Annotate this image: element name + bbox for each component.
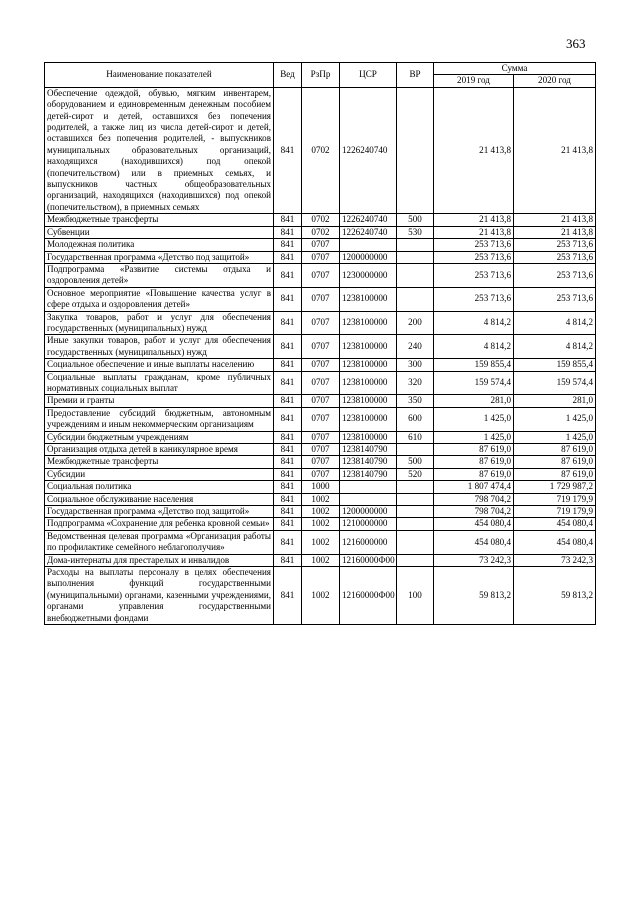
row-vr-cell: 600 [397, 407, 434, 431]
row-ved-cell: 841 [274, 456, 302, 468]
header-vr: ВР [397, 63, 434, 88]
row-2020-cell: 1 425,0 [514, 407, 596, 431]
row-name-cell: Расходы на выплаты персоналу в целях обеспечения выполнения функций государственными (муниципальными) органами, казенными учреждениями, органами управления государственными внебюджетными фондами [45, 567, 274, 625]
row-csr-cell [340, 481, 397, 493]
row-2020-cell: 719 179,9 [514, 506, 596, 518]
header-sum: Сумма [434, 63, 596, 75]
row-rzpr-cell: 0702 [302, 87, 340, 213]
row-vr-cell: 520 [397, 468, 434, 480]
row-ved-cell: 841 [274, 493, 302, 505]
row-2020-cell: 1 425,0 [514, 431, 596, 443]
header-2020: 2020 год [514, 75, 596, 87]
row-2020-cell: 281,0 [514, 395, 596, 407]
row-csr-cell: 1238140790 [340, 444, 397, 456]
row-csr-cell: 1238100000 [340, 371, 397, 395]
table-row [45, 263, 596, 287]
row-name-cell: Обеспечение одеждой, обувью, мягким инвентарем, оборудованием и единовременным денежным пособием детей-сирот и детей, оставшихся без попечения родителей, а также лиц из числа детей-сирот и детей, оставшихся без попечения родителей, - выпускников муниципальных образовательных организаций, находящихся (находившихся) под опекой (попечительством) или в приемных семьях, и выпускников частных общеобразовательных организаций, находящихся (находившихся) под опекой (попечительством), в приемных семьях [45, 87, 274, 213]
row-2019-cell: 21 413,8 [434, 87, 514, 213]
row-2020-cell: 159 574,4 [514, 371, 596, 395]
row-2019-cell: 4 814,2 [434, 311, 514, 335]
budget-table [44, 62, 596, 625]
row-rzpr-cell: 1002 [302, 554, 340, 566]
row-csr-cell: 1238140790 [340, 456, 397, 468]
row-name-cell: Межбюджетные трансферты [45, 456, 274, 468]
table-row [45, 287, 596, 311]
row-vr-cell [397, 251, 434, 263]
row-vr-cell: 500 [397, 214, 434, 226]
row-vr-cell: 200 [397, 311, 434, 335]
row-ved-cell: 841 [274, 214, 302, 226]
table-row [45, 456, 596, 468]
table-row [45, 518, 596, 530]
row-vr-cell [397, 530, 434, 554]
table-row [45, 444, 596, 456]
row-csr-cell: 1238100000 [340, 395, 397, 407]
row-rzpr-cell: 1002 [302, 530, 340, 554]
header-csr: ЦСР [340, 63, 397, 88]
row-ved-cell: 841 [274, 335, 302, 359]
row-name-cell: Предоставление субсидий бюджетным, автономным учреждениям и иным некоммерческим организациям [45, 407, 274, 431]
row-rzpr-cell: 0707 [302, 371, 340, 395]
row-rzpr-cell: 0707 [302, 395, 340, 407]
row-2019-cell: 73 242,3 [434, 554, 514, 566]
row-rzpr-cell: 0707 [302, 251, 340, 263]
row-ved-cell: 841 [274, 506, 302, 518]
page-number: 363 [566, 36, 586, 51]
row-name-cell: Подпрограмма «Сохранение для ребенка кровной семьи» [45, 518, 274, 530]
table-row [45, 554, 596, 566]
row-ved-cell: 841 [274, 530, 302, 554]
row-2019-cell: 87 619,0 [434, 456, 514, 468]
row-csr-cell: 1216000000 [340, 530, 397, 554]
row-name-cell: Ведомственная целевая программа «Организация работы по профилактике семейного неблагополучия» [45, 530, 274, 554]
row-vr-cell [397, 444, 434, 456]
row-csr-cell [340, 493, 397, 505]
row-name-cell: Подпрограмма «Развитие системы отдыха и оздоровления детей» [45, 263, 274, 287]
row-2019-cell: 798 704,2 [434, 506, 514, 518]
row-csr-cell: 1238100000 [340, 311, 397, 335]
header-rzpr: РзПр [302, 63, 340, 88]
row-2019-cell: 87 619,0 [434, 468, 514, 480]
row-name-cell: Субсидии [45, 468, 274, 480]
row-2020-cell: 4 814,2 [514, 311, 596, 335]
row-rzpr-cell: 1002 [302, 518, 340, 530]
row-2020-cell: 253 713,6 [514, 263, 596, 287]
row-2019-cell: 253 713,6 [434, 263, 514, 287]
row-vr-cell: 350 [397, 395, 434, 407]
row-rzpr-cell: 0702 [302, 214, 340, 226]
row-name-cell: Субвенции [45, 226, 274, 238]
row-vr-cell [397, 506, 434, 518]
row-rzpr-cell: 0707 [302, 239, 340, 251]
row-name-cell: Основное мероприятие «Повышение качества услуг в сфере отдыха и оздоровления детей» [45, 287, 274, 311]
row-2020-cell: 87 619,0 [514, 468, 596, 480]
row-rzpr-cell: 0707 [302, 335, 340, 359]
row-ved-cell: 841 [274, 554, 302, 566]
row-2019-cell: 4 814,2 [434, 335, 514, 359]
table-row [45, 214, 596, 226]
row-2019-cell: 454 080,4 [434, 530, 514, 554]
row-2020-cell: 21 413,8 [514, 87, 596, 213]
row-ved-cell: 841 [274, 395, 302, 407]
row-rzpr-cell: 1002 [302, 506, 340, 518]
row-vr-cell [397, 518, 434, 530]
row-2019-cell: 159 574,4 [434, 371, 514, 395]
table-row [45, 530, 596, 554]
row-name-cell: Закупка товаров, работ и услуг для обеспечения государственных (муниципальных) нужд [45, 311, 274, 335]
table-row [45, 493, 596, 505]
row-name-cell: Премии и гранты [45, 395, 274, 407]
row-2019-cell: 1 425,0 [434, 431, 514, 443]
row-2019-cell: 454 080,4 [434, 518, 514, 530]
header-row [45, 63, 596, 75]
row-ved-cell: 841 [274, 359, 302, 371]
row-name-cell: Социальное обслуживание населения [45, 493, 274, 505]
row-rzpr-cell: 0707 [302, 287, 340, 311]
row-name-cell: Социальные выплаты гражданам, кроме публичных нормативных социальных выплат [45, 371, 274, 395]
row-ved-cell: 841 [274, 311, 302, 335]
row-csr-cell: 1226240740 [340, 226, 397, 238]
row-vr-cell [397, 554, 434, 566]
row-vr-cell: 300 [397, 359, 434, 371]
row-2019-cell: 253 713,6 [434, 239, 514, 251]
row-name-cell: Дома-интернаты для престарелых и инвалидов [45, 554, 274, 566]
row-rzpr-cell: 0707 [302, 431, 340, 443]
header-name: Наименование показателей [45, 63, 274, 88]
row-vr-cell: 610 [397, 431, 434, 443]
row-ved-cell: 841 [274, 226, 302, 238]
row-ved-cell: 841 [274, 468, 302, 480]
row-vr-cell [397, 263, 434, 287]
row-name-cell: Молодежная политика [45, 239, 274, 251]
row-ved-cell: 841 [274, 407, 302, 431]
row-vr-cell: 500 [397, 456, 434, 468]
row-2020-cell: 159 855,4 [514, 359, 596, 371]
row-name-cell: Иные закупки товаров, работ и услуг для обеспечения государственных (муниципальных) нужд [45, 335, 274, 359]
row-2020-cell: 253 713,6 [514, 251, 596, 263]
row-2020-cell: 87 619,0 [514, 444, 596, 456]
row-ved-cell: 841 [274, 87, 302, 213]
row-ved-cell: 841 [274, 239, 302, 251]
row-name-cell: Субсидии бюджетным учреждениям [45, 431, 274, 443]
row-csr-cell: 1226240740 [340, 214, 397, 226]
row-2019-cell: 21 413,8 [434, 214, 514, 226]
row-csr-cell: 1200000000 [340, 506, 397, 518]
table-row [45, 506, 596, 518]
table-row [45, 335, 596, 359]
row-rzpr-cell: 0707 [302, 311, 340, 335]
table-row [45, 87, 596, 213]
row-rzpr-cell: 0707 [302, 407, 340, 431]
row-ved-cell: 841 [274, 567, 302, 625]
row-name-cell: Государственная программа «Детство под защитой» [45, 506, 274, 518]
row-vr-cell: 100 [397, 567, 434, 625]
row-csr-cell: 1238100000 [340, 431, 397, 443]
table-row [45, 407, 596, 431]
row-name-cell: Межбюджетные трансферты [45, 214, 274, 226]
row-rzpr-cell: 0707 [302, 468, 340, 480]
row-2019-cell: 1 807 474,4 [434, 481, 514, 493]
row-2020-cell: 59 813,2 [514, 567, 596, 625]
row-2020-cell: 21 413,8 [514, 214, 596, 226]
row-csr-cell: 1200000000 [340, 251, 397, 263]
table-row [45, 359, 596, 371]
row-2020-cell: 253 713,6 [514, 239, 596, 251]
row-vr-cell [397, 287, 434, 311]
row-csr-cell: 1238100000 [340, 287, 397, 311]
table-row [45, 431, 596, 443]
row-name-cell: Социальное обеспечение и иные выплаты населению [45, 359, 274, 371]
row-2019-cell: 1 425,0 [434, 407, 514, 431]
table-row [45, 226, 596, 238]
row-rzpr-cell: 1002 [302, 493, 340, 505]
row-2020-cell: 4 814,2 [514, 335, 596, 359]
row-rzpr-cell: 0707 [302, 263, 340, 287]
row-csr-cell [340, 239, 397, 251]
row-2019-cell: 253 713,6 [434, 251, 514, 263]
row-name-cell: Организация отдыха детей в каникулярное время [45, 444, 274, 456]
row-2020-cell: 21 413,8 [514, 226, 596, 238]
table-row [45, 481, 596, 493]
row-ved-cell: 841 [274, 251, 302, 263]
row-csr-cell: 1238100000 [340, 359, 397, 371]
row-rzpr-cell: 0707 [302, 456, 340, 468]
row-vr-cell [397, 481, 434, 493]
row-2019-cell: 59 813,2 [434, 567, 514, 625]
table-row [45, 567, 596, 625]
row-csr-cell: 12160000Ф00 [340, 554, 397, 566]
table-row [45, 468, 596, 480]
header-2019: 2019 год [434, 75, 514, 87]
row-2020-cell: 719 179,9 [514, 493, 596, 505]
row-rzpr-cell: 1002 [302, 567, 340, 625]
table-row [45, 239, 596, 251]
row-vr-cell: 320 [397, 371, 434, 395]
row-csr-cell: 1226240740 [340, 87, 397, 213]
row-vr-cell [397, 239, 434, 251]
row-vr-cell: 530 [397, 226, 434, 238]
row-2020-cell: 454 080,4 [514, 518, 596, 530]
row-rzpr-cell: 0707 [302, 359, 340, 371]
row-ved-cell: 841 [274, 431, 302, 443]
row-2020-cell: 73 242,3 [514, 554, 596, 566]
table-row [45, 395, 596, 407]
table-row [45, 371, 596, 395]
table-row [45, 251, 596, 263]
row-2020-cell: 87 619,0 [514, 456, 596, 468]
row-csr-cell: 1210000000 [340, 518, 397, 530]
header-ved: Вед [274, 63, 302, 88]
row-ved-cell: 841 [274, 287, 302, 311]
row-csr-cell: 1238100000 [340, 407, 397, 431]
row-ved-cell: 841 [274, 371, 302, 395]
table-row [45, 311, 596, 335]
row-2019-cell: 253 713,6 [434, 287, 514, 311]
row-ved-cell: 841 [274, 444, 302, 456]
row-csr-cell: 1230000000 [340, 263, 397, 287]
row-rzpr-cell: 0707 [302, 444, 340, 456]
row-csr-cell: 1238100000 [340, 335, 397, 359]
row-csr-cell: 12160000Ф00 [340, 567, 397, 625]
row-name-cell: Государственная программа «Детство под защитой» [45, 251, 274, 263]
row-vr-cell [397, 493, 434, 505]
row-2020-cell: 454 080,4 [514, 530, 596, 554]
row-2019-cell: 798 704,2 [434, 493, 514, 505]
row-csr-cell: 1238140790 [340, 468, 397, 480]
row-vr-cell: 240 [397, 335, 434, 359]
row-2019-cell: 281,0 [434, 395, 514, 407]
row-2019-cell: 159 855,4 [434, 359, 514, 371]
row-name-cell: Социальная политика [45, 481, 274, 493]
row-rzpr-cell: 0702 [302, 226, 340, 238]
row-ved-cell: 841 [274, 263, 302, 287]
row-vr-cell [397, 87, 434, 213]
row-2020-cell: 1 729 987,2 [514, 481, 596, 493]
row-ved-cell: 841 [274, 518, 302, 530]
row-rzpr-cell: 1000 [302, 481, 340, 493]
row-2019-cell: 21 413,8 [434, 226, 514, 238]
row-2019-cell: 87 619,0 [434, 444, 514, 456]
row-ved-cell: 841 [274, 481, 302, 493]
row-2020-cell: 253 713,6 [514, 287, 596, 311]
